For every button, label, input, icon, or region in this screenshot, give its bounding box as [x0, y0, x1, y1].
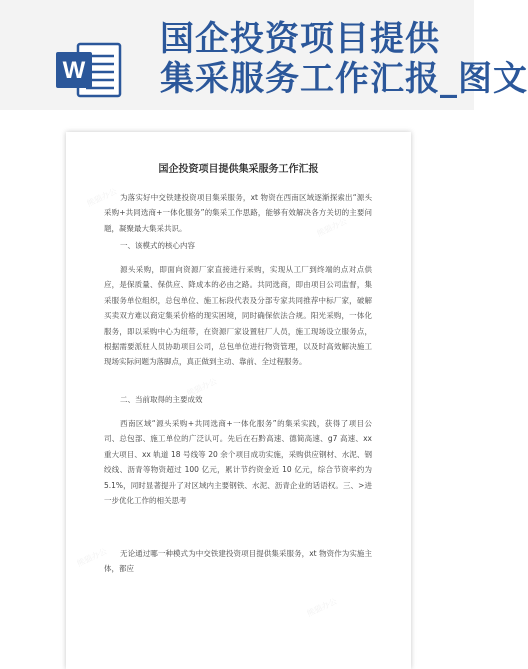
- section-2-body: 西南区域“源头采购+共同选商+一体化服务”的集采实践，获得了项目公司、总包部、施工单位的广泛认可。先后在石黔高速、德简高速、g7 高速、xx 重大项目、xx 轨道 18 号线等 20 余个项目成功实施，采购供应钢材、水泥、钢绞线、沥青等物资超过 100 亿元，累计节约资金近 10 亿元，综合节资率约为 5.1%，同时显著提升了对区域内主要钢铁、水泥、沥青企业的话语权。三、>进一步优化工作的相关思考: [104, 419, 372, 506]
- intro-paragraph: 为落实好中交铁建投资项目集采服务，xt 物资在西南区域逐渐探索出“源头采购+共同选商+一体化服务”的集采工作思路，能够有效解决各方关切的主要问题，凝聚最大集采共识。: [104, 193, 372, 233]
- section-2-heading: 二、当前取得的主要成效: [120, 395, 203, 404]
- title-banner: [0, 0, 528, 110]
- document-title: 国企投资项目提供集采服务工作汇报: [158, 164, 319, 175]
- document-page: [66, 132, 411, 669]
- banner-title-line-1: 国企投资项目提供: [160, 19, 440, 59]
- watermark: 熊猫办公: [75, 546, 109, 569]
- word-icon-letter: W: [62, 57, 86, 84]
- watermark: 熊猫办公: [85, 186, 119, 209]
- banner-title-line-2: 集采服务工作汇报_图文: [160, 59, 528, 99]
- watermark: 熊猫办公: [315, 216, 349, 239]
- final-paragraph: 无论通过哪一种模式为中交铁建投资项目提供集采服务，xt 物资作为实施主体，都应: [104, 549, 372, 574]
- watermark: 熊猫办公: [185, 376, 219, 399]
- section-1-body: 源头采购，即面向资源厂家直接进行采购，实现从工厂到终端的点对点供应，是保质量、保供应、降成本的必由之路。共同选商，即由项目公司监督，集采服务单位组织，总包单位、施工标段代表及分部专家共同推荐中标厂家，破解买卖双方难以商定集采价格的现实困境，同时确保依法合规。阳光采购，一体化服务，即以采购中心为纽带，在资源厂家设置驻厂人员，施工现场设立服务点，根据需要派驻人员协助项目公司，总包单位进行物资管理，以及时高效解决施工现场实际问题为落脚点，真正做到主动、靠前、全过程服务。: [104, 265, 372, 367]
- watermark: 熊猫办公: [305, 596, 339, 619]
- word-icon: [56, 42, 122, 98]
- section-1-heading: 一、该模式的核心内容: [120, 241, 195, 250]
